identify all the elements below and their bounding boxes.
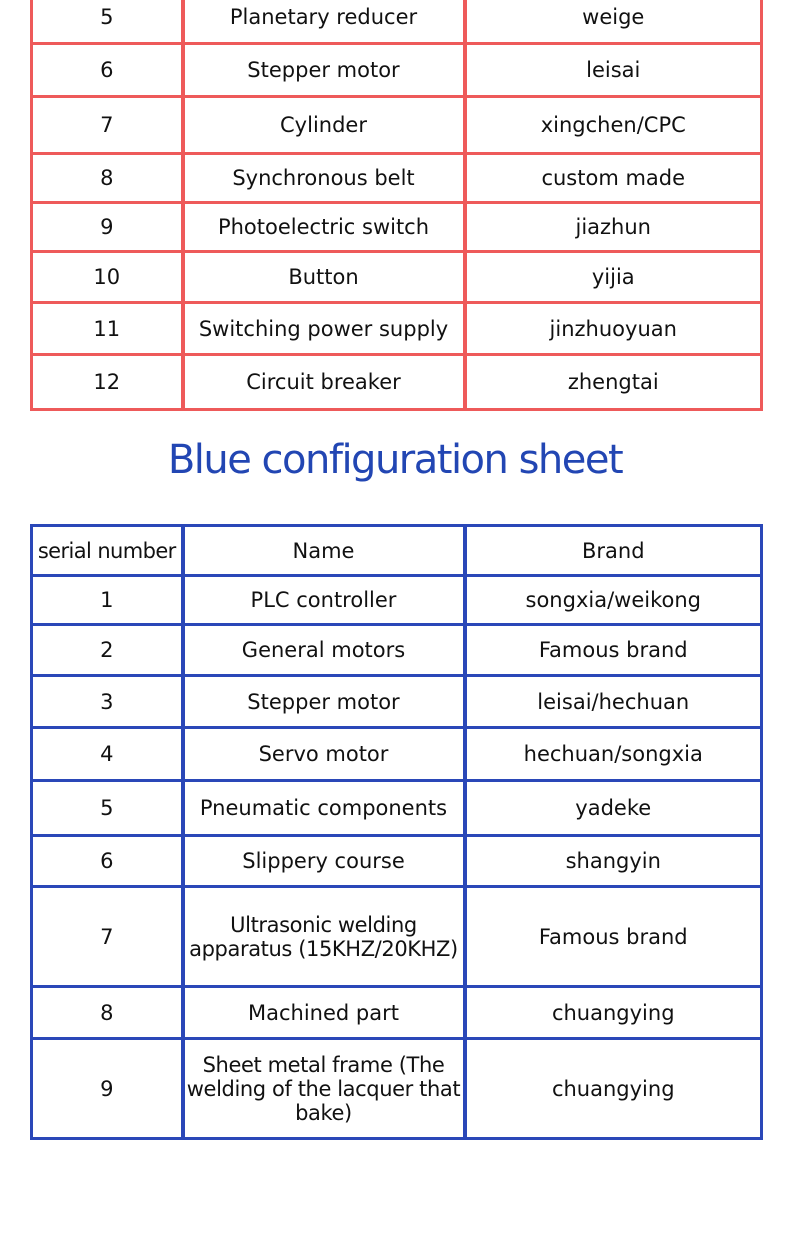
name-cell: General motors [183,625,465,676]
table-row [32,836,762,887]
brand-cell: Famous brand [465,625,762,676]
table-row [32,303,762,355]
serial-cell: 5 [32,781,183,836]
name-cell: Button [183,252,465,303]
serial-cell: 6 [32,836,183,887]
serial-cell: 11 [32,303,183,355]
brand-cell: leisai/hechuan [465,676,762,728]
serial-cell: 1 [32,576,183,625]
name-cell: Stepper motor [183,44,465,97]
serial-cell: 10 [32,252,183,303]
brand-cell: custom made [465,154,762,203]
name-cell: Machined part [183,987,465,1039]
brand-cell: shangyin [465,836,762,887]
table-row [32,252,762,303]
brand-cell: yadeke [465,781,762,836]
brand-cell: songxia/weikong [465,576,762,625]
table-row [32,355,762,410]
serial-cell: 7 [32,97,183,154]
name-cell: Stepper motor [183,676,465,728]
blue-configuration-table [30,524,763,1140]
serial-cell: 8 [32,154,183,203]
name-cell: Sheet metal frame (The welding of the lacquer that bake) [183,1039,465,1139]
red-configuration-table [30,0,763,411]
table-row [32,625,762,676]
brand-cell: weige [465,0,762,44]
table-row [32,987,762,1039]
name-cell: Switching power supply [183,303,465,355]
brand-cell: jiazhun [465,203,762,252]
name-cell: Slippery course [183,836,465,887]
table-row [32,676,762,728]
name-cell: Ultrasonic welding apparatus (15KHZ/20KHZ) [183,887,465,987]
brand-cell: chuangying [465,987,762,1039]
serial-cell: 6 [32,44,183,97]
name-cell: PLC controller [183,576,465,625]
table-row [32,887,762,987]
table-row [32,203,762,252]
brand-cell: zhengtai [465,355,762,410]
brand-cell: Famous brand [465,887,762,987]
brand-cell: hechuan/songxia [465,728,762,781]
serial-cell: 9 [32,203,183,252]
serial-cell: 3 [32,676,183,728]
brand-cell: xingchen/CPC [465,97,762,154]
header-serial-number: serial number [32,526,183,576]
serial-cell: 2 [32,625,183,676]
table-row [32,728,762,781]
name-cell: Synchronous belt [183,154,465,203]
table-row [32,97,762,154]
table-row [32,781,762,836]
brand-cell: leisai [465,44,762,97]
header-name: Name [183,526,465,576]
brand-cell: yijia [465,252,762,303]
serial-cell: 4 [32,728,183,781]
serial-cell: 5 [32,0,183,44]
table-row [32,154,762,203]
table-header-row [32,526,762,576]
brand-cell: jinzhuoyuan [465,303,762,355]
serial-cell: 8 [32,987,183,1039]
header-brand: Brand [465,526,762,576]
name-cell: Pneumatic components [183,781,465,836]
table-row [32,44,762,97]
brand-cell: chuangying [465,1039,762,1139]
table-row [32,0,762,44]
serial-cell: 12 [32,355,183,410]
name-cell: Photoelectric switch [183,203,465,252]
serial-cell: 9 [32,1039,183,1139]
table-row [32,576,762,625]
table-row [32,1039,762,1139]
name-cell: Planetary reducer [183,0,465,44]
name-cell: Servo motor [183,728,465,781]
name-cell: Cylinder [183,97,465,154]
name-cell: Circuit breaker [183,355,465,410]
blue-configuration-title: Blue configuration sheet [167,437,623,483]
serial-cell: 7 [32,887,183,987]
